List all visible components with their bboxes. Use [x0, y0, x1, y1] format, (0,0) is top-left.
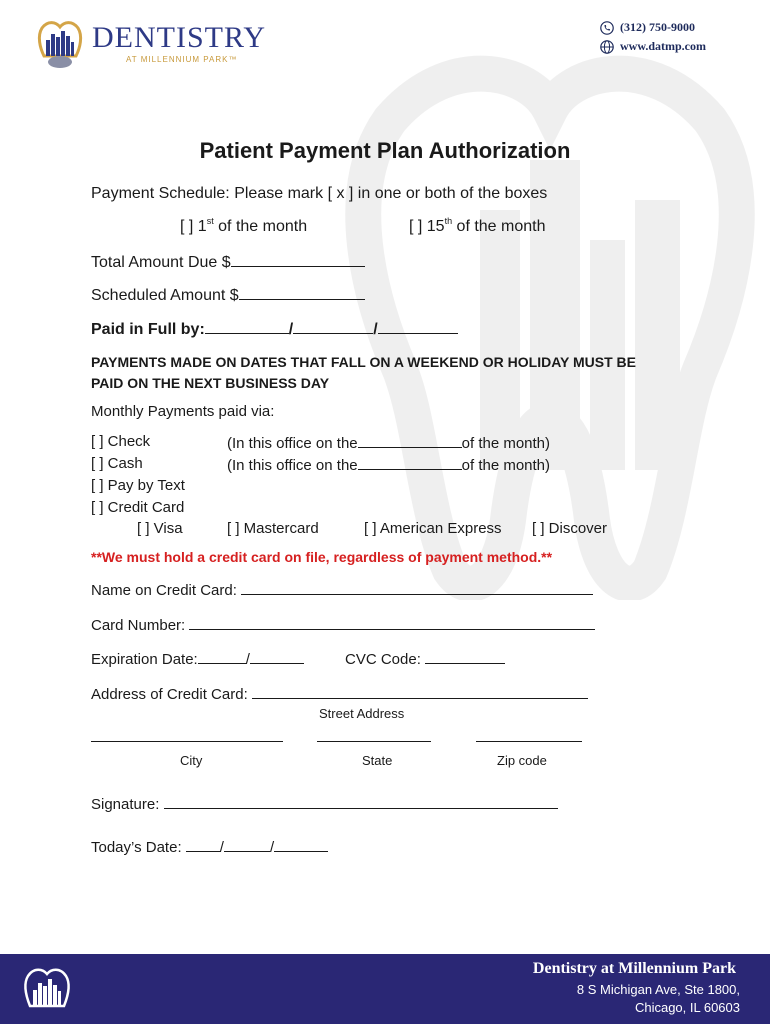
option-first-sup: st: [206, 216, 214, 226]
cvc-label: CVC Code:: [345, 651, 421, 668]
website-link[interactable]: www.datmp.com: [620, 39, 706, 53]
total-due-row: [91, 252, 365, 272]
form-title: Patient Payment Plan Authorization: [199, 138, 571, 163]
card-american-express[interactable]: [ ] American Express: [364, 520, 502, 537]
method-pay-by-text[interactable]: [ ] Pay by Text: [91, 477, 185, 494]
name-on-card-row: [91, 580, 593, 599]
scheduled-amount-row: [91, 285, 365, 305]
state-field[interactable]: [317, 741, 431, 742]
street-address-field[interactable]: [252, 684, 588, 699]
warning-line-1: PAYMENTS MADE ON DATES THAT FALL ON A WEEKEND OR HOLIDAY MUST BE: [91, 354, 636, 370]
total-due-field[interactable]: [231, 252, 365, 267]
card-mastercard[interactable]: [ ] Mastercard: [227, 520, 319, 537]
cash-day-field[interactable]: [358, 455, 462, 470]
website-row: [600, 37, 760, 56]
name-on-card-label: Name on Credit Card:: [91, 582, 237, 599]
contact-info: [600, 18, 760, 56]
paid-full-day-field[interactable]: [293, 319, 373, 334]
phone-number[interactable]: (312) 750-9000: [620, 20, 695, 34]
cash-note-pre: (In this office on the: [227, 457, 358, 474]
signature-label: Signature:: [91, 796, 160, 813]
expiration-slash: /: [245, 651, 250, 668]
brand-tagline: AT MILLENNIUM PARK™: [126, 55, 238, 64]
option-first-of-month[interactable]: [180, 218, 307, 236]
date-slash: /: [288, 321, 294, 338]
expiration-row: [91, 649, 304, 668]
zip-caption: Zip code: [497, 753, 547, 768]
monthly-payments-label: Monthly Payments paid via:: [91, 403, 275, 420]
tooth-skyline-footer-icon: [20, 964, 74, 1018]
phone-row: [600, 18, 760, 37]
expiration-label: Expiration Date:: [91, 651, 198, 668]
city-caption: City: [180, 753, 203, 768]
brand-logo: [34, 18, 284, 76]
footer-practice-name: Dentistry at Millennium Park: [532, 960, 736, 977]
globe-icon: [600, 40, 614, 54]
date-slash: /: [373, 321, 378, 338]
total-due-label: Total Amount Due $: [91, 254, 231, 271]
footer-address-line-2: Chicago, IL 60603: [634, 1000, 740, 1015]
option-15-sup: th: [444, 216, 453, 226]
option-first-box[interactable]: [ ] 1: [180, 218, 207, 235]
option-fifteenth-of-month[interactable]: [409, 218, 545, 236]
footer-address-line-1: 8 S Michigan Ave, Ste 1800,: [576, 982, 740, 997]
zip-field[interactable]: [476, 741, 582, 742]
tooth-skyline-logo-icon: [34, 18, 86, 70]
check-day-field[interactable]: [358, 433, 462, 448]
cvc-row: [345, 649, 505, 668]
card-discover[interactable]: [ ] Discover: [532, 520, 608, 537]
warning-line-2: PAID ON THE NEXT BUSINESS DAY: [91, 375, 330, 391]
phone-icon: [600, 21, 614, 35]
method-credit-card[interactable]: [ ] Credit Card: [91, 499, 185, 516]
scheduled-amount-label: Scheduled Amount $: [91, 287, 239, 304]
method-cash[interactable]: [ ] Cash: [91, 455, 143, 472]
signature-field[interactable]: [164, 794, 558, 809]
check-note: [227, 433, 550, 452]
signature-row: [91, 794, 558, 813]
date-slash: /: [219, 839, 224, 856]
option-first-text: of the month: [213, 218, 308, 235]
cvc-field[interactable]: [425, 649, 505, 664]
option-15-box[interactable]: [ ] 15: [409, 218, 445, 235]
card-number-field[interactable]: [189, 615, 595, 630]
paid-full-month-field[interactable]: [205, 319, 289, 334]
street-address-caption: Street Address: [319, 706, 405, 721]
todays-date-year-field[interactable]: [274, 837, 328, 852]
weekend-holiday-warning: [91, 352, 691, 394]
card-visa[interactable]: [ ] Visa: [137, 520, 183, 537]
todays-date-row: [91, 837, 328, 856]
brand-name: DENTISTRY: [92, 21, 266, 54]
footer-bar: [0, 954, 770, 1024]
cash-note: [227, 455, 550, 474]
expiration-month-field[interactable]: [198, 649, 246, 664]
todays-date-day-field[interactable]: [224, 837, 270, 852]
card-number-label: Card Number:: [91, 617, 186, 634]
todays-date-month-field[interactable]: [186, 837, 220, 852]
credit-card-notice: **We must hold a credit card on file, regardless of payment method.**: [91, 549, 553, 565]
check-note-post: of the month): [461, 435, 551, 452]
state-caption: State: [362, 753, 393, 768]
paid-in-full-label: Paid in Full by:: [91, 321, 205, 338]
date-slash: /: [269, 839, 275, 856]
schedule-label: Payment Schedule: Please mark [ x ] in one or both of the boxes: [91, 185, 548, 202]
paid-in-full-row: [91, 319, 458, 339]
expiration-year-field[interactable]: [250, 649, 304, 664]
card-number-row: [91, 615, 595, 634]
city-field[interactable]: [91, 741, 283, 742]
address-row: [91, 684, 588, 703]
method-check[interactable]: [ ] Check: [91, 433, 151, 450]
scheduled-amount-field[interactable]: [239, 285, 365, 300]
check-note-pre: (In this office on the: [227, 435, 358, 452]
name-on-card-field[interactable]: [241, 580, 593, 595]
cash-note-post: of the month): [461, 457, 551, 474]
todays-date-label: Today’s Date:: [91, 839, 182, 856]
paid-full-year-field[interactable]: [378, 319, 458, 334]
address-label: Address of Credit Card:: [91, 686, 248, 703]
option-15-text: of the month: [452, 218, 546, 235]
